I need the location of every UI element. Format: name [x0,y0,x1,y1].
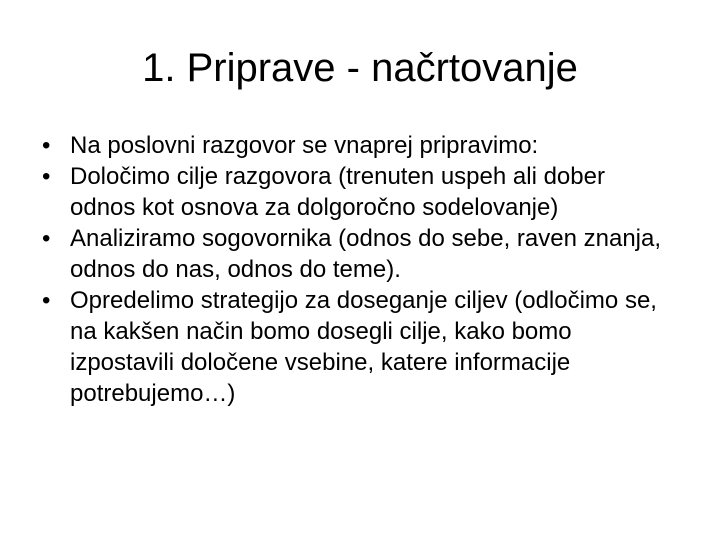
bullet-list [42,130,672,409]
bullet-item [42,285,672,409]
slide-title: 1. Priprave - načrtovanje [142,46,578,90]
bullet-item [42,161,672,223]
bullet-dot-icon: • [42,163,51,190]
bullet-text: Določimo cilje razgovora (trenuten uspeh ali dober odnos kot osnova za dolgoročno sodelovanje) [70,163,605,221]
bullet-dot-icon: • [42,225,51,252]
bullet-item [42,223,672,285]
bullet-text: Na poslovni razgovor se vnaprej pripravimo: [70,132,539,159]
bullet-dot-icon: • [42,287,51,314]
bullet-text: Opredelimo strategijo za doseganje ciljev (odločimo se, na kakšen način bomo dosegli cilje, kako bomo izpostavili določene vsebine, katere informacije potrebujemo…) [70,287,657,407]
bullet-dot-icon: • [42,132,51,159]
bullet-text: Analiziramo sogovornika (odnos do sebe, raven znanja, odnos do nas, odnos do teme). [70,225,662,283]
bullet-item [42,130,672,161]
